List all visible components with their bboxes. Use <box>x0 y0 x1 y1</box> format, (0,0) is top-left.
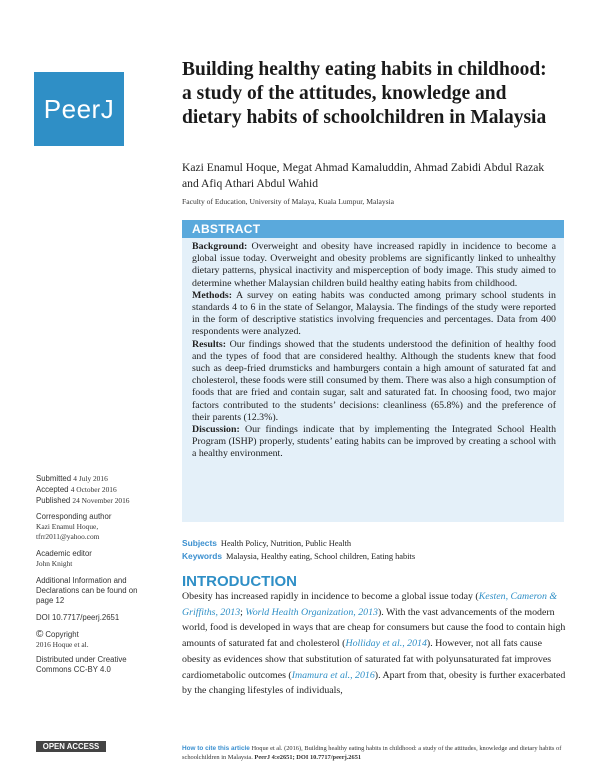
intro-text: ). Apart from that, obesity is further exacerbated by the changing lifestyles of individuals, <box>182 669 566 697</box>
abstract-background <box>192 241 556 290</box>
copyright-holder: 2016 Hoque et al. <box>36 640 89 649</box>
introduction-paragraph <box>182 589 566 699</box>
intro-text: ). With the vast advancements of the modern world, food is developed in ways that are cheap for consumers but cause the food to contain high amounts of saturated fat and cholesterol ( <box>182 606 566 650</box>
how-to-cite-journal: PeerJ 4:e2651; DOI 10.7717/peerj.2651 <box>254 753 362 761</box>
how-to-cite-text: Hoque et al. (2016), Building healthy eating habits in childhood: a study of the attitudes, knowledge and dietary habits of schoolchildren in Malaysia. <box>182 745 562 761</box>
additional-info-text: Additional Information and Declarations can be found on page 12 <box>36 576 138 605</box>
corresponding-author <box>36 512 166 542</box>
results-text: Our findings showed that the students understood the definition of healthy food and the types of food that are considered healthy. Although the students knew that food such as deep-fried drumsticks and hamburgers contain a high amount of saturated fat and cholesterol, these foods were still consumed by them. There was also a high consumption of foods that are fried and contain sugar, salt and saturated fat. In choosing food, two major factors contributed to the students’ decisions: cleanliness (65.8%) and the preference of their parents (12.3%). <box>192 338 557 423</box>
keywords-line <box>182 550 572 563</box>
abstract-discussion <box>192 424 556 461</box>
accepted-label: Accepted <box>36 485 69 494</box>
citation-link[interactable]: World Health Organization, 2013 <box>245 606 378 618</box>
intro-text: ). However, not all fats cause obesity as evidences show that substitution of saturated fat with polyunsaturated fat improves cardiometabolic outcomes ( <box>182 638 552 681</box>
academic-editor <box>36 549 166 569</box>
published-label: Published <box>36 496 71 505</box>
discussion-label: Discussion: <box>192 424 240 436</box>
open-access-badge: OPEN ACCESS <box>36 741 106 752</box>
abstract-results <box>192 339 556 424</box>
doi-text[interactable]: DOI 10.7717/peerj.2651 <box>36 613 120 622</box>
intro-text: Obesity has increased rapidly in incidence to become a global issue today ( <box>182 591 479 602</box>
results-label: Results: <box>192 338 227 350</box>
license <box>36 655 156 675</box>
abstract-box <box>182 220 564 522</box>
citation-link[interactable]: Imamura et al., 2016 <box>291 669 375 681</box>
corresponding-label: Corresponding author <box>36 512 112 521</box>
introduction-heading: INTRODUCTION <box>182 573 297 590</box>
author-list: Kazi Enamul Hoque, Megat Ahmad Kamaluddin, Ahmad Zabidi Abdul Razak and Afiq Athari Abdul Wahid <box>182 161 545 190</box>
abstract-body <box>182 238 564 461</box>
abstract-methods <box>192 290 556 339</box>
subjects-keywords <box>182 537 572 563</box>
peerj-logo: PeerJ <box>34 72 124 146</box>
subjects-value: Health Policy, Nutrition, Public Health <box>220 539 352 548</box>
discussion-text: Our findings indicate that by implementing the Integrated School Health Program (ISHP) properly, students’ eating habits can be improved by creating a school with a healthy environment. <box>192 424 557 460</box>
published-line <box>36 495 166 506</box>
corresponding-name: Kazi Enamul Hoque, <box>36 522 99 531</box>
article-title: Building healthy eating habits in childhood: a study of the attitudes, knowledge and dietary habits of schoolchildren in Malaysia <box>182 59 547 128</box>
methods-label: Methods: <box>192 289 233 301</box>
keywords-value: Malaysia, Healthy eating, School children, Eating habits <box>226 552 416 561</box>
how-to-cite-label: How to cite this article <box>182 745 250 752</box>
copyright-icon: © <box>36 629 44 640</box>
license-text[interactable]: Distributed under Creative Commons CC-BY 4.0 <box>36 655 127 674</box>
citation-link[interactable]: Kesten, Cameron & Griffiths, 2013 <box>182 591 558 618</box>
accepted-date: 4 October 2016 <box>70 485 117 494</box>
editor-name: John Knight <box>36 559 73 568</box>
background-text: Overweight and obesity have increased rapidly in incidence to become a global issue today. Overweight and obesity problems are significantly linked to unhealthy dietary patterns, physical inactivity and misperception of body image. This study aimed to determine whether Malaysian children build healthy eating habits from childhood. <box>192 241 557 289</box>
copyright <box>36 630 166 650</box>
submitted-line <box>36 473 166 484</box>
additional-info <box>36 576 154 606</box>
submitted-label: Submitted <box>36 474 72 483</box>
how-to-cite <box>182 745 570 762</box>
citation-link[interactable]: Holliday et al., 2014 <box>345 638 427 650</box>
affiliation: Faculty of Education, University of Malaya, Kuala Lumpur, Malaysia <box>182 197 395 206</box>
doi <box>36 613 166 623</box>
corresponding-email[interactable]: tfrr2011@yahoo.com <box>36 532 100 541</box>
published-date: 24 November 2016 <box>72 496 130 505</box>
methods-text: A survey on eating habits was conducted among primary school students in standards 4 to 6 in the state of Selangor, Malaysia. The findings of the study were reported in the form of descriptive statistics involving frequencies and percentages. Data from 400 respondents were analyzed. <box>192 289 556 338</box>
accepted-line <box>36 484 166 495</box>
abstract-heading: ABSTRACT <box>182 220 564 238</box>
editor-label: Academic editor <box>36 549 92 558</box>
subjects-label: Subjects <box>182 538 217 548</box>
keywords-label: Keywords <box>182 551 223 561</box>
background-label: Background: <box>192 241 248 252</box>
publication-dates <box>36 473 166 506</box>
subjects-line <box>182 537 572 550</box>
intro-text: ; <box>240 606 246 618</box>
copyright-label: Copyright <box>45 630 79 639</box>
submitted-date: 4 July 2016 <box>73 474 108 483</box>
